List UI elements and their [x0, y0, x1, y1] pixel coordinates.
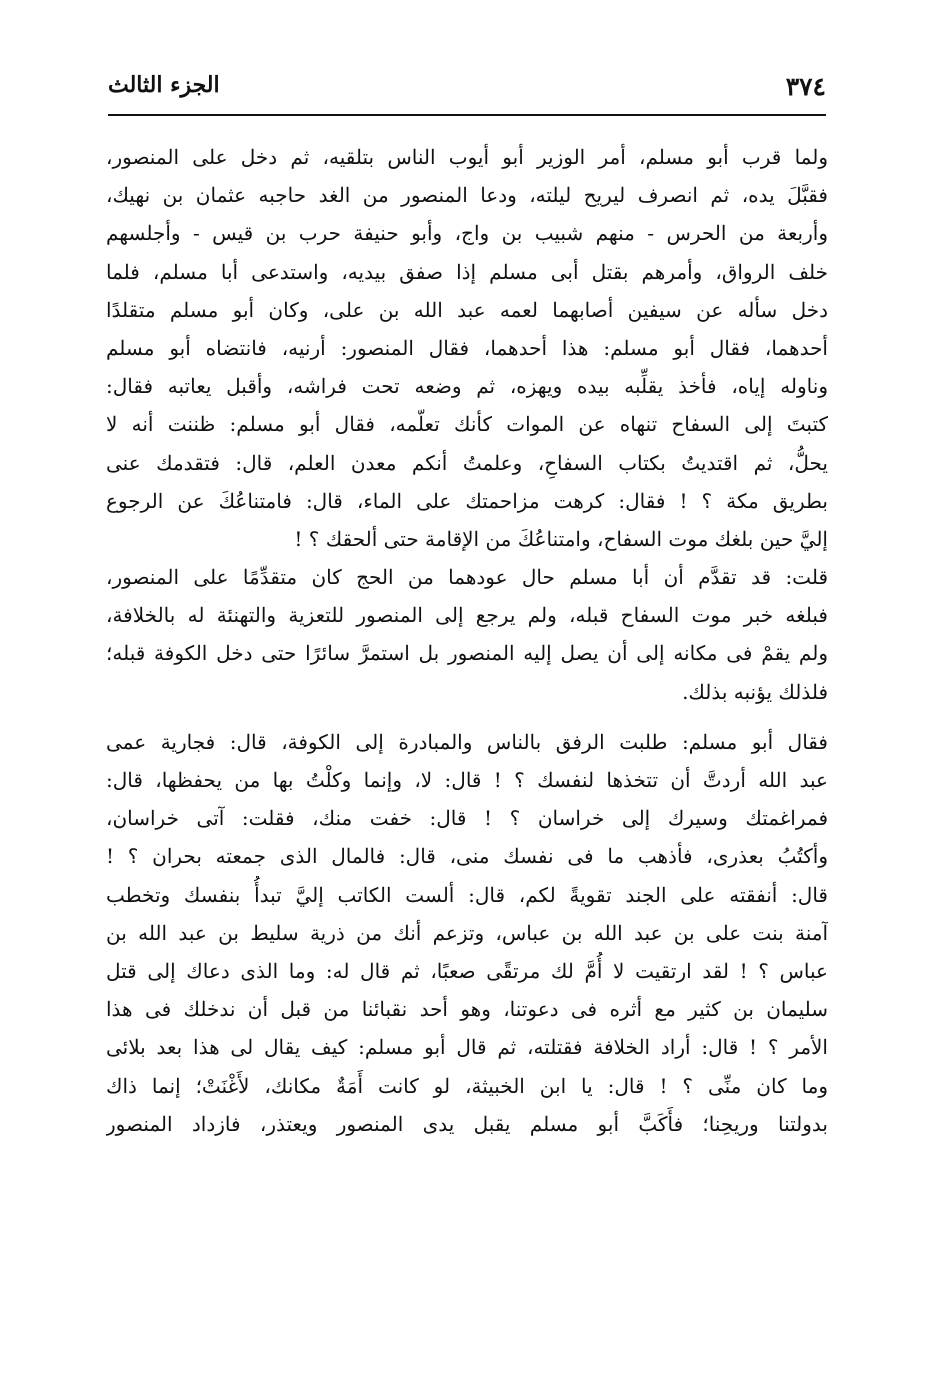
text-line: قلت: قد تقدَّم أن أبا مسلم حال عودهما من الحج كان متقدِّمًا على المنصور،: [106, 565, 828, 590]
text-line: ولم يقمْ فى مكانه إلى أن يصل إليه المنصور بل استمرَّ سائرًا حتى دخل الكوفة قبله؛: [106, 641, 828, 666]
text-line: بدولتنا وريحِنا؛ فأَكَبَّ أبو مسلم يقبل يدى المنصور ويعتذر، فازداد المنصور: [106, 1111, 828, 1136]
header-divider: [108, 114, 826, 116]
text-line: دخل سأله عن سيفين أصابهما لعمه عبد الله بن على، وكان أبو مسلم متقلدًا: [106, 297, 828, 322]
paragraph-gap: [106, 711, 828, 723]
paragraph: [106, 723, 828, 1143]
text-line: وناوله إياه، فأخذ يقلِّبه بيده ويهزه، ثم وضعه تحت فراشه، وأقبل يعاتبه فقال:: [106, 374, 828, 399]
text-line: خلف الرواق، وأمرهم بقتل أبى مسلم إذا صفق بيديه، واستدعى أبا مسلم، فلما: [106, 259, 828, 284]
text-line: أحدهما، فقال أبو مسلم: هذا أحدهما، فقال المنصور: أرنيه، فانتضاه أبو مسلم: [106, 335, 828, 360]
text-line: فبلغه خبر موت السفاح قبله، ولم يرجع إلى المنصور للتعزية والتهنئة له بالخلافة،: [106, 603, 828, 628]
running-title: الجزء الثالث: [108, 72, 220, 98]
text-line: كتبتَ إلى السفاح تنهاه عن الموات كأنك تعلّمه، فقال أبو مسلم: ظننت أنه لا: [106, 412, 828, 437]
page-body: [106, 138, 828, 1143]
text-line: ولما قرب أبو مسلم، أمر الوزير أبو أيوب الناس بتلقيه، ثم دخل على المنصور،: [106, 145, 828, 169]
text-line: يحلُّ، ثم اقتديتُ بكتاب السفاحِ، وعلمتُ أنكم معدن العلم، قال: فتقدمك عنى: [106, 450, 828, 475]
text-line: فمراغمتك وسيرك إلى خراسان ؟ ! قال: خفت منك، فقلت: آتى خراسان،: [106, 806, 828, 831]
text-line: وما كان منِّى ؟ ! قال: يا ابن الخبيثة، لو كانت أَمَةٌ مكانك، لأَغْنَتْ؛ إنما ذاك: [106, 1073, 828, 1098]
text-line: وأكتُبُ بعذرى، فأذهب ما فى نفسك منى، قال: فالمال الذى جمعته بحران ؟ !: [106, 844, 828, 869]
text-line: فقال أبو مسلم: طلبت الرفق بالناس والمبادرة إلى الكوفة، قال: فجارية عمى: [106, 729, 828, 754]
text-line: فقبَّلَ يده، ثم انصرف ليريح ليلته، ودعا المنصور من الغد حاجبه عثمان بن نهيك،: [106, 183, 828, 208]
text-line: سليمان بن كثير مع أثره فى دعوتنا، وهو أحد نقبائنا من قبل أن ندخلك فى هذا: [106, 997, 828, 1022]
text-line: بطريق مكة ؟ ! فقال: كرهت مزاحمتك على الماء، قال: فامتناعُكَ عن الرجوع: [106, 488, 828, 513]
text-line: آمنة بنت على بن عبد الله بن عباس، وتزعم أنك من ذرية سليط بن عبد الله بن: [106, 920, 828, 945]
text-line: فلذلك يؤنبه بذلك.: [682, 679, 828, 704]
text-line: عباس ؟ ! لقد ارتقيت لا أُمَّ لك مرتقًى صعبًا، ثم قال له: وما الذى دعاك إلى قتل: [106, 958, 828, 983]
paragraph: [106, 138, 828, 558]
text-line: قال: أنفقته على الجند تقويةً لكم، قال: ألست الكاتب إليَّ تبدأُ بنفسك وتخطب: [106, 882, 828, 907]
text-line: إليَّ حين بلغك موت السفاح، وامتناعُكَ من الإقامة حتى ألحقك ؟ !: [294, 526, 828, 551]
text-line: الأمر ؟ ! قال: أراد الخلافة فقتلته، ثم قال أبو مسلم: كيف يقال لى هذا بعد بلائى: [106, 1035, 828, 1060]
page-header: [108, 66, 826, 110]
page-number: ٣٧٤: [785, 72, 826, 101]
text-line: عبد الله أردتَّ أن تتخذها لنفسك ؟ ! قال: لا، وإنما وكلْتُ بها من يحفظها، قال:: [106, 768, 828, 792]
text-line: وأربعة من الحرس - منهم شبيب بن واج، وأبو حنيفة حرب بن قيس - وأجلسهم: [106, 221, 828, 246]
paragraph: [106, 558, 828, 711]
